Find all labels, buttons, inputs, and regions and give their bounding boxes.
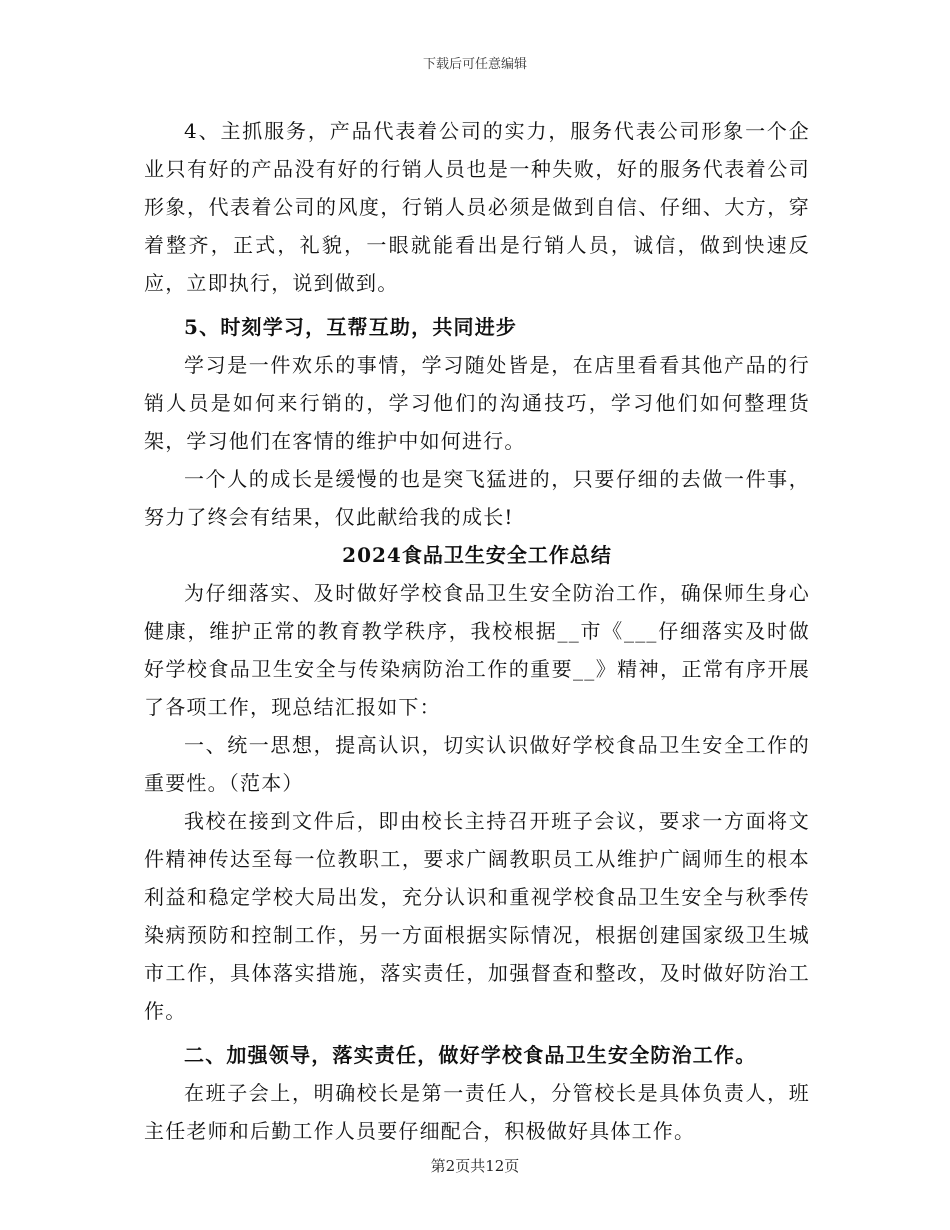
paragraph-learning: 学习是一件欢乐的事情，学习随处皆是，在店里看看其他产品的行销人员是如何来行销的，学习他们的沟通技巧，学习他们如何整理货架，学习他们在客情的维护中如何进行。 <box>144 353 810 453</box>
document-body <box>144 112 810 1150</box>
paragraph-intro: 为仔细落实、及时做好学校食品卫生安全防治工作，确保师生身心健康，维护正常的教育教学秩序，我校根据__市《___仔细落实及时做好学校食品卫生安全与传染病防治工作的重要__》精神，正常有序开展了各项工作，现总结汇报如下： <box>144 581 810 719</box>
document-title: 2024食品卫生安全工作总结 <box>342 543 612 567</box>
section-heading-two: 二、加强领导，落实责任，做好学校食品卫生安全防治工作。 <box>184 1043 757 1067</box>
paragraph-service: 4、主抓服务，产品代表着公司的实力，服务代表公司形象一个企业只有好的产品没有好的行销人员也是一种失败，好的服务代表着公司形象，代表着公司的风度，行销人员必须是做到自信、仔细、大方，穿着整齐，正式，礼貌，一眼就能看出是行销人员，诚信，做到快速反应，立即执行，说到做到。 <box>144 119 810 295</box>
page-footer: 第2页共12页 <box>430 1157 520 1175</box>
paragraph-meeting: 我校在接到文件后，即由校长主持召开班子会议，要求一方面将文件精神传达至每一位教职工，要求广阔教职员工从维护广阔师生的根本利益和稳定学校大局出发，充分认识和重视学校食品卫生安全与秋季传染病预防和控制工作，另一方面根据实际情况，根据创建国家级卫生城市工作，具体落实措施，落实责任，加强督查和整改，及时做好防治工作。 <box>144 809 810 1023</box>
paragraph-growth: 一个人的成长是缓慢的也是突飞猛进的，只要仔细的去做一件事，努力了终会有结果，仅此献给我的成长! <box>144 467 810 529</box>
section-heading-learning: 5、时刻学习，互帮互助，共同进步 <box>184 315 518 339</box>
paragraph-responsibility: 在班子会上，明确校长是第一责任人，分管校长是具体负责人，班主任老师和后勤工作人员要仔细配合，积极做好具体工作。 <box>144 1081 810 1143</box>
page-header: 下载后可任意编辑 <box>422 57 527 72</box>
section-heading-one: 一、统一思想，提高认识，切实认识做好学校食品卫生安全工作的重要性。（范本） <box>144 733 810 795</box>
